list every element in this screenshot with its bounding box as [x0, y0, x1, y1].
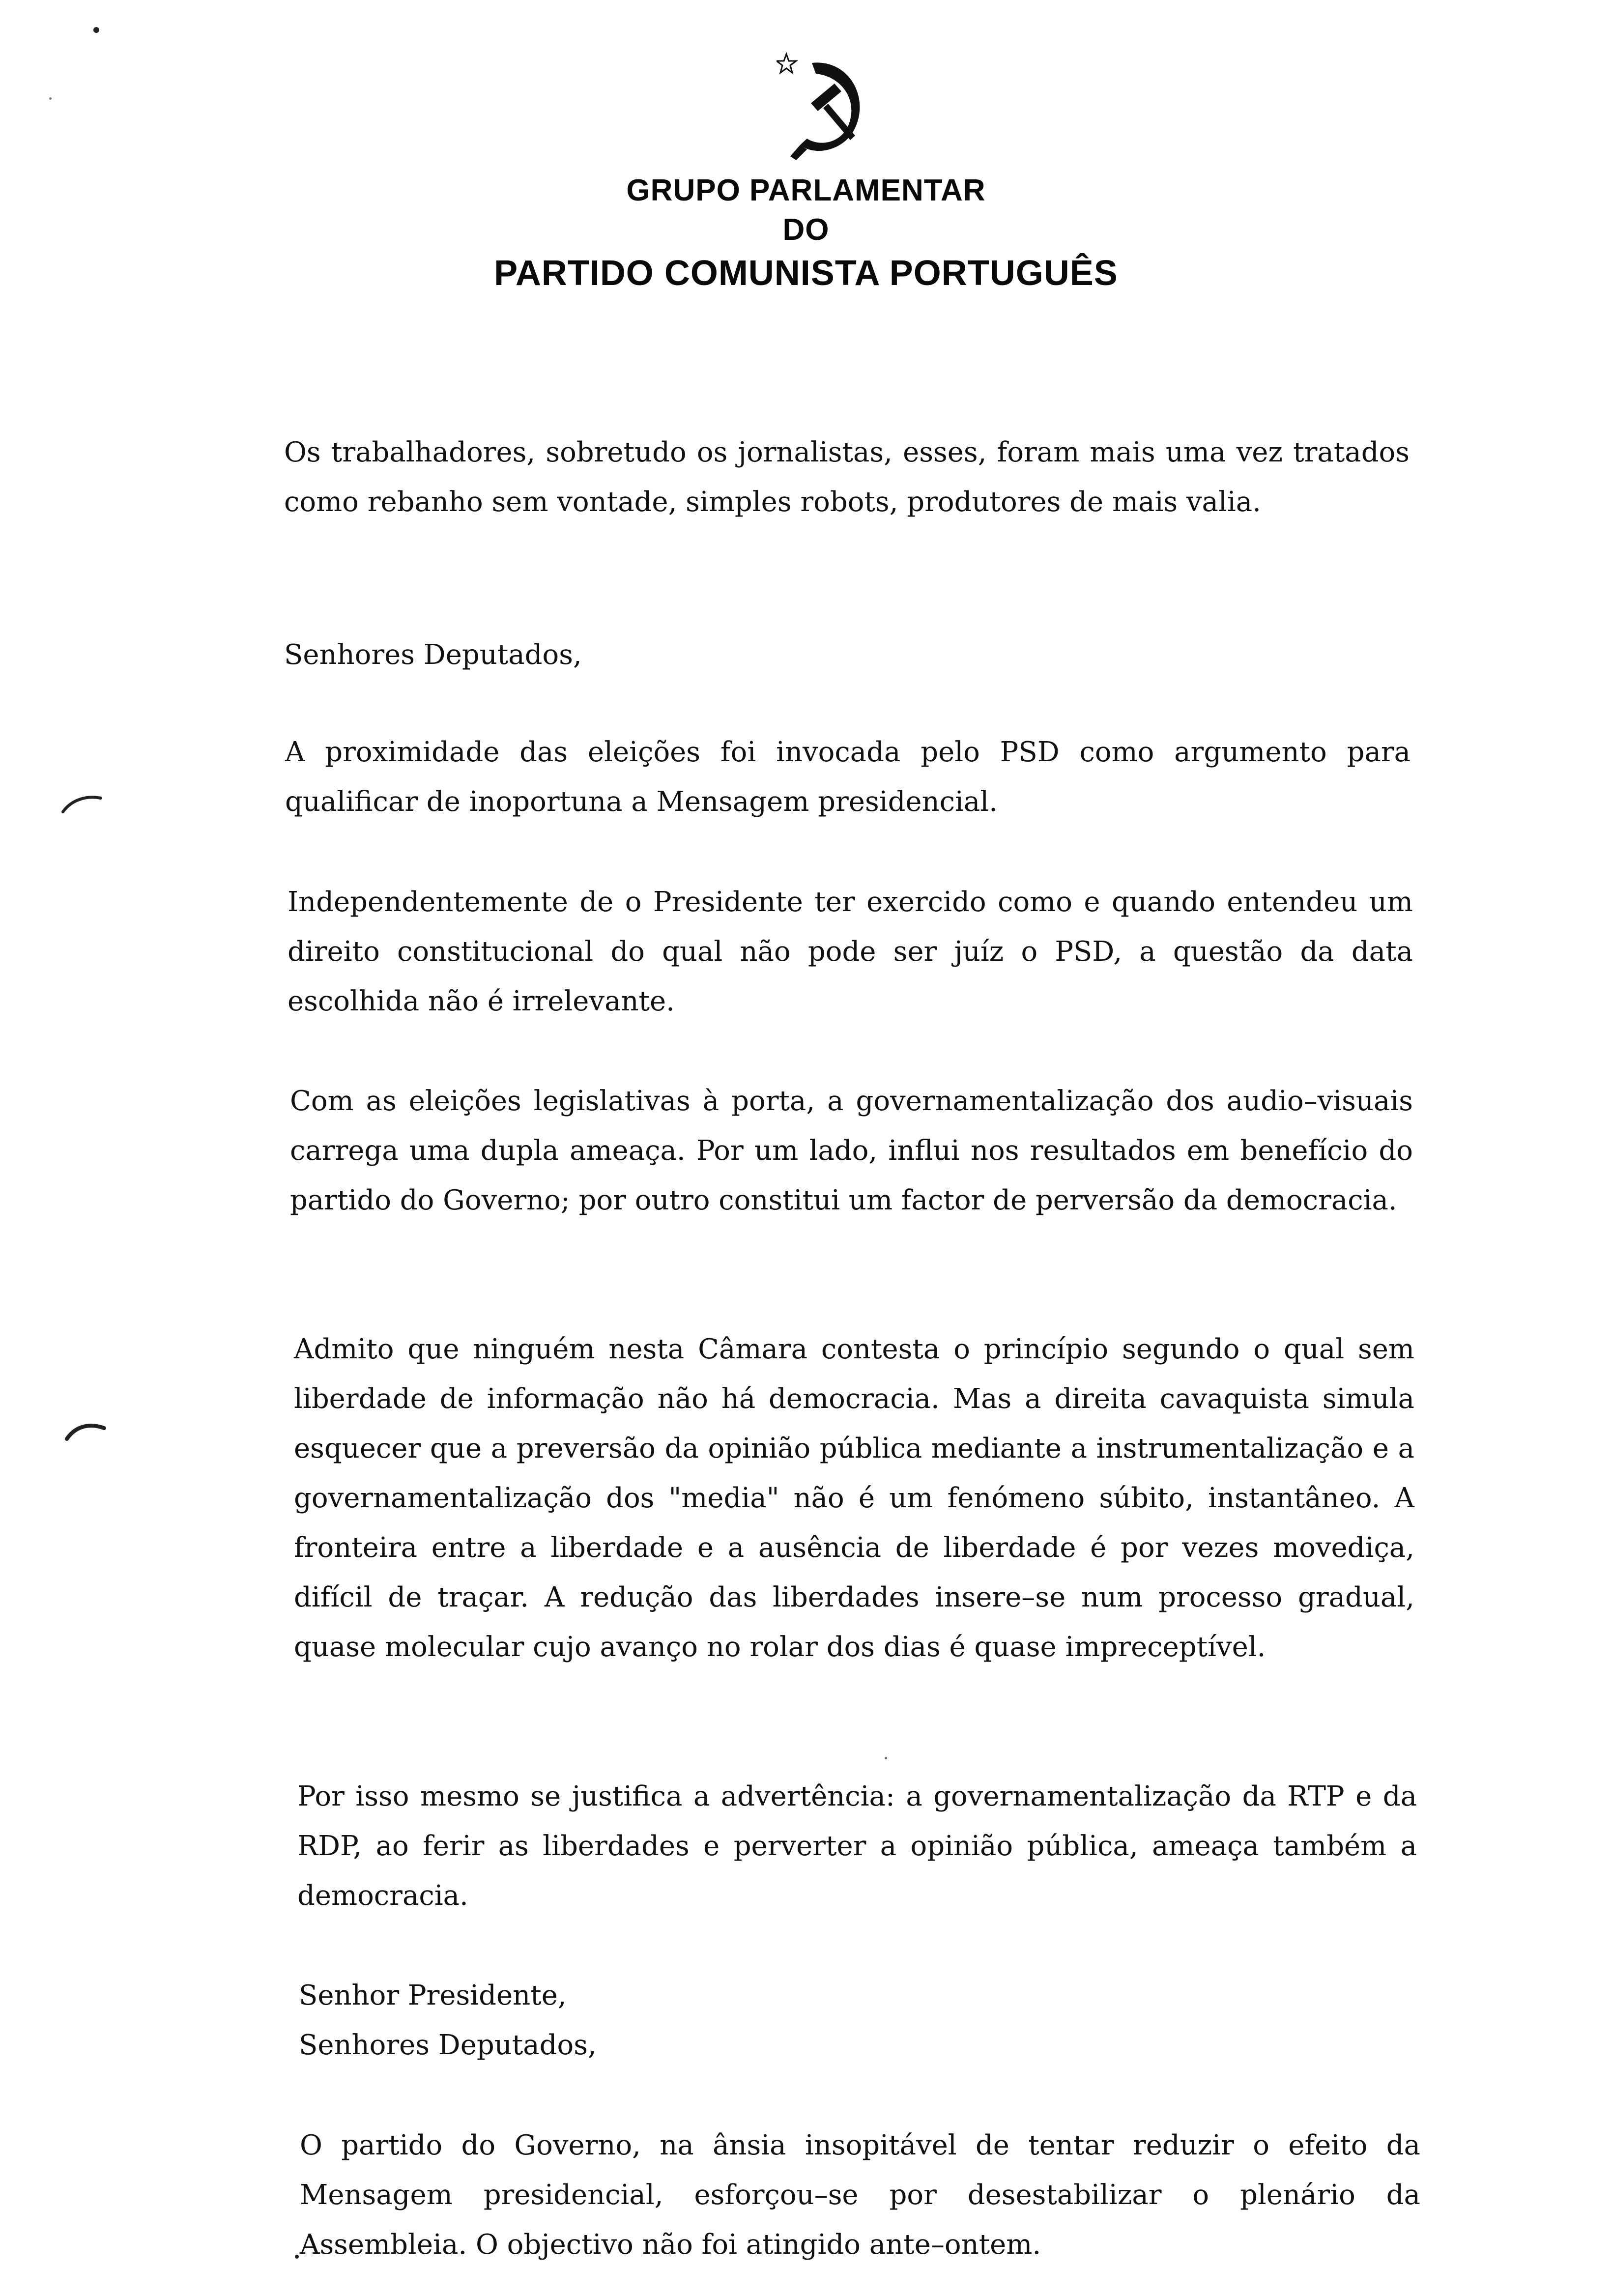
party-emblem-icon [777, 49, 875, 162]
header-group-name: GRUPO PARLAMENTAR [626, 173, 986, 207]
salutation-deputies-closing: Senhores Deputados, [299, 2029, 597, 2061]
paragraph-government-party: O partido do Governo, na ânsia insopitável de tentar reduzir o efeito da Mensagem presidencial, esforçou–se por desestabilizar o plenário da Assembleia. O objectivo não foi atingido ante–ontem. [300, 2129, 1420, 2261]
paragraph-warning: Por isso mesmo se justifica a advertência: a governamentalização da RTP e da RDP, ao ferir as liberdades e perverter a opinião pública, ameaça também a democracia. [297, 1780, 1417, 1912]
salutation-president: Senhor Presidente, [299, 1980, 567, 2011]
star-icon [777, 54, 796, 73]
scan-speck [93, 27, 99, 33]
salutation-block [299, 1971, 1418, 2070]
header-party-name: PARTIDO COMUNISTA PORTUGUÊS [494, 254, 1118, 293]
scan-speck [49, 97, 52, 100]
header-connector: DO [782, 213, 830, 247]
scan-speck [885, 1757, 887, 1759]
paragraph-elections-proximity: A proximidade das eleições foi invocada pelo PSD como argumento para qualificar de inoportuna a Mensagem presidencial. [285, 736, 1410, 818]
paragraph-freedom-information: Admito que ninguém nesta Câmara contesta o princípio segundo o qual sem liberdade de informação não há democracia. Mas a direita cavaquista simula esquecer que a preversão da opinião pública mediante a instrumentalização e a governamentalização dos "media" não é um fenómeno súbito, instantâneo. A fronteira entre a liberdade e a ausência de liberdade é por vezes movediça, difícil de traçar. A redução das liberdades insere–se num processo gradual, quase molecular cujo avanço no rolar dos dias é quase impreceptível. [294, 1333, 1414, 1663]
margin-mark [59, 786, 103, 816]
paragraph-audiovisual-threat: Com as eleições legislativas à porta, a governamentalização dos audio–visuais carrega uma dupla ameaça. Por um lado, influi nos resultados em benefício do partido do Governo; por outro constitui um factor de perversão da democracia. [290, 1085, 1413, 1216]
margin-mark [64, 1415, 108, 1445]
scan-speck [295, 2255, 299, 2259]
salutation-deputies: Senhores Deputados, [284, 639, 582, 671]
paragraph-president-right: Independentemente de o Presidente ter exercido como e quando entendeu um direito constitucional do qual não pode ser juíz o PSD, a questão da data escolhida não é irrelevante. [288, 886, 1413, 1017]
paragraph-workers: Os trabalhadores, sobretudo os jornalistas, esses, foram mais uma vez tratados como rebanho sem vontade, simples robots, produtores de mais valia. [284, 436, 1410, 518]
